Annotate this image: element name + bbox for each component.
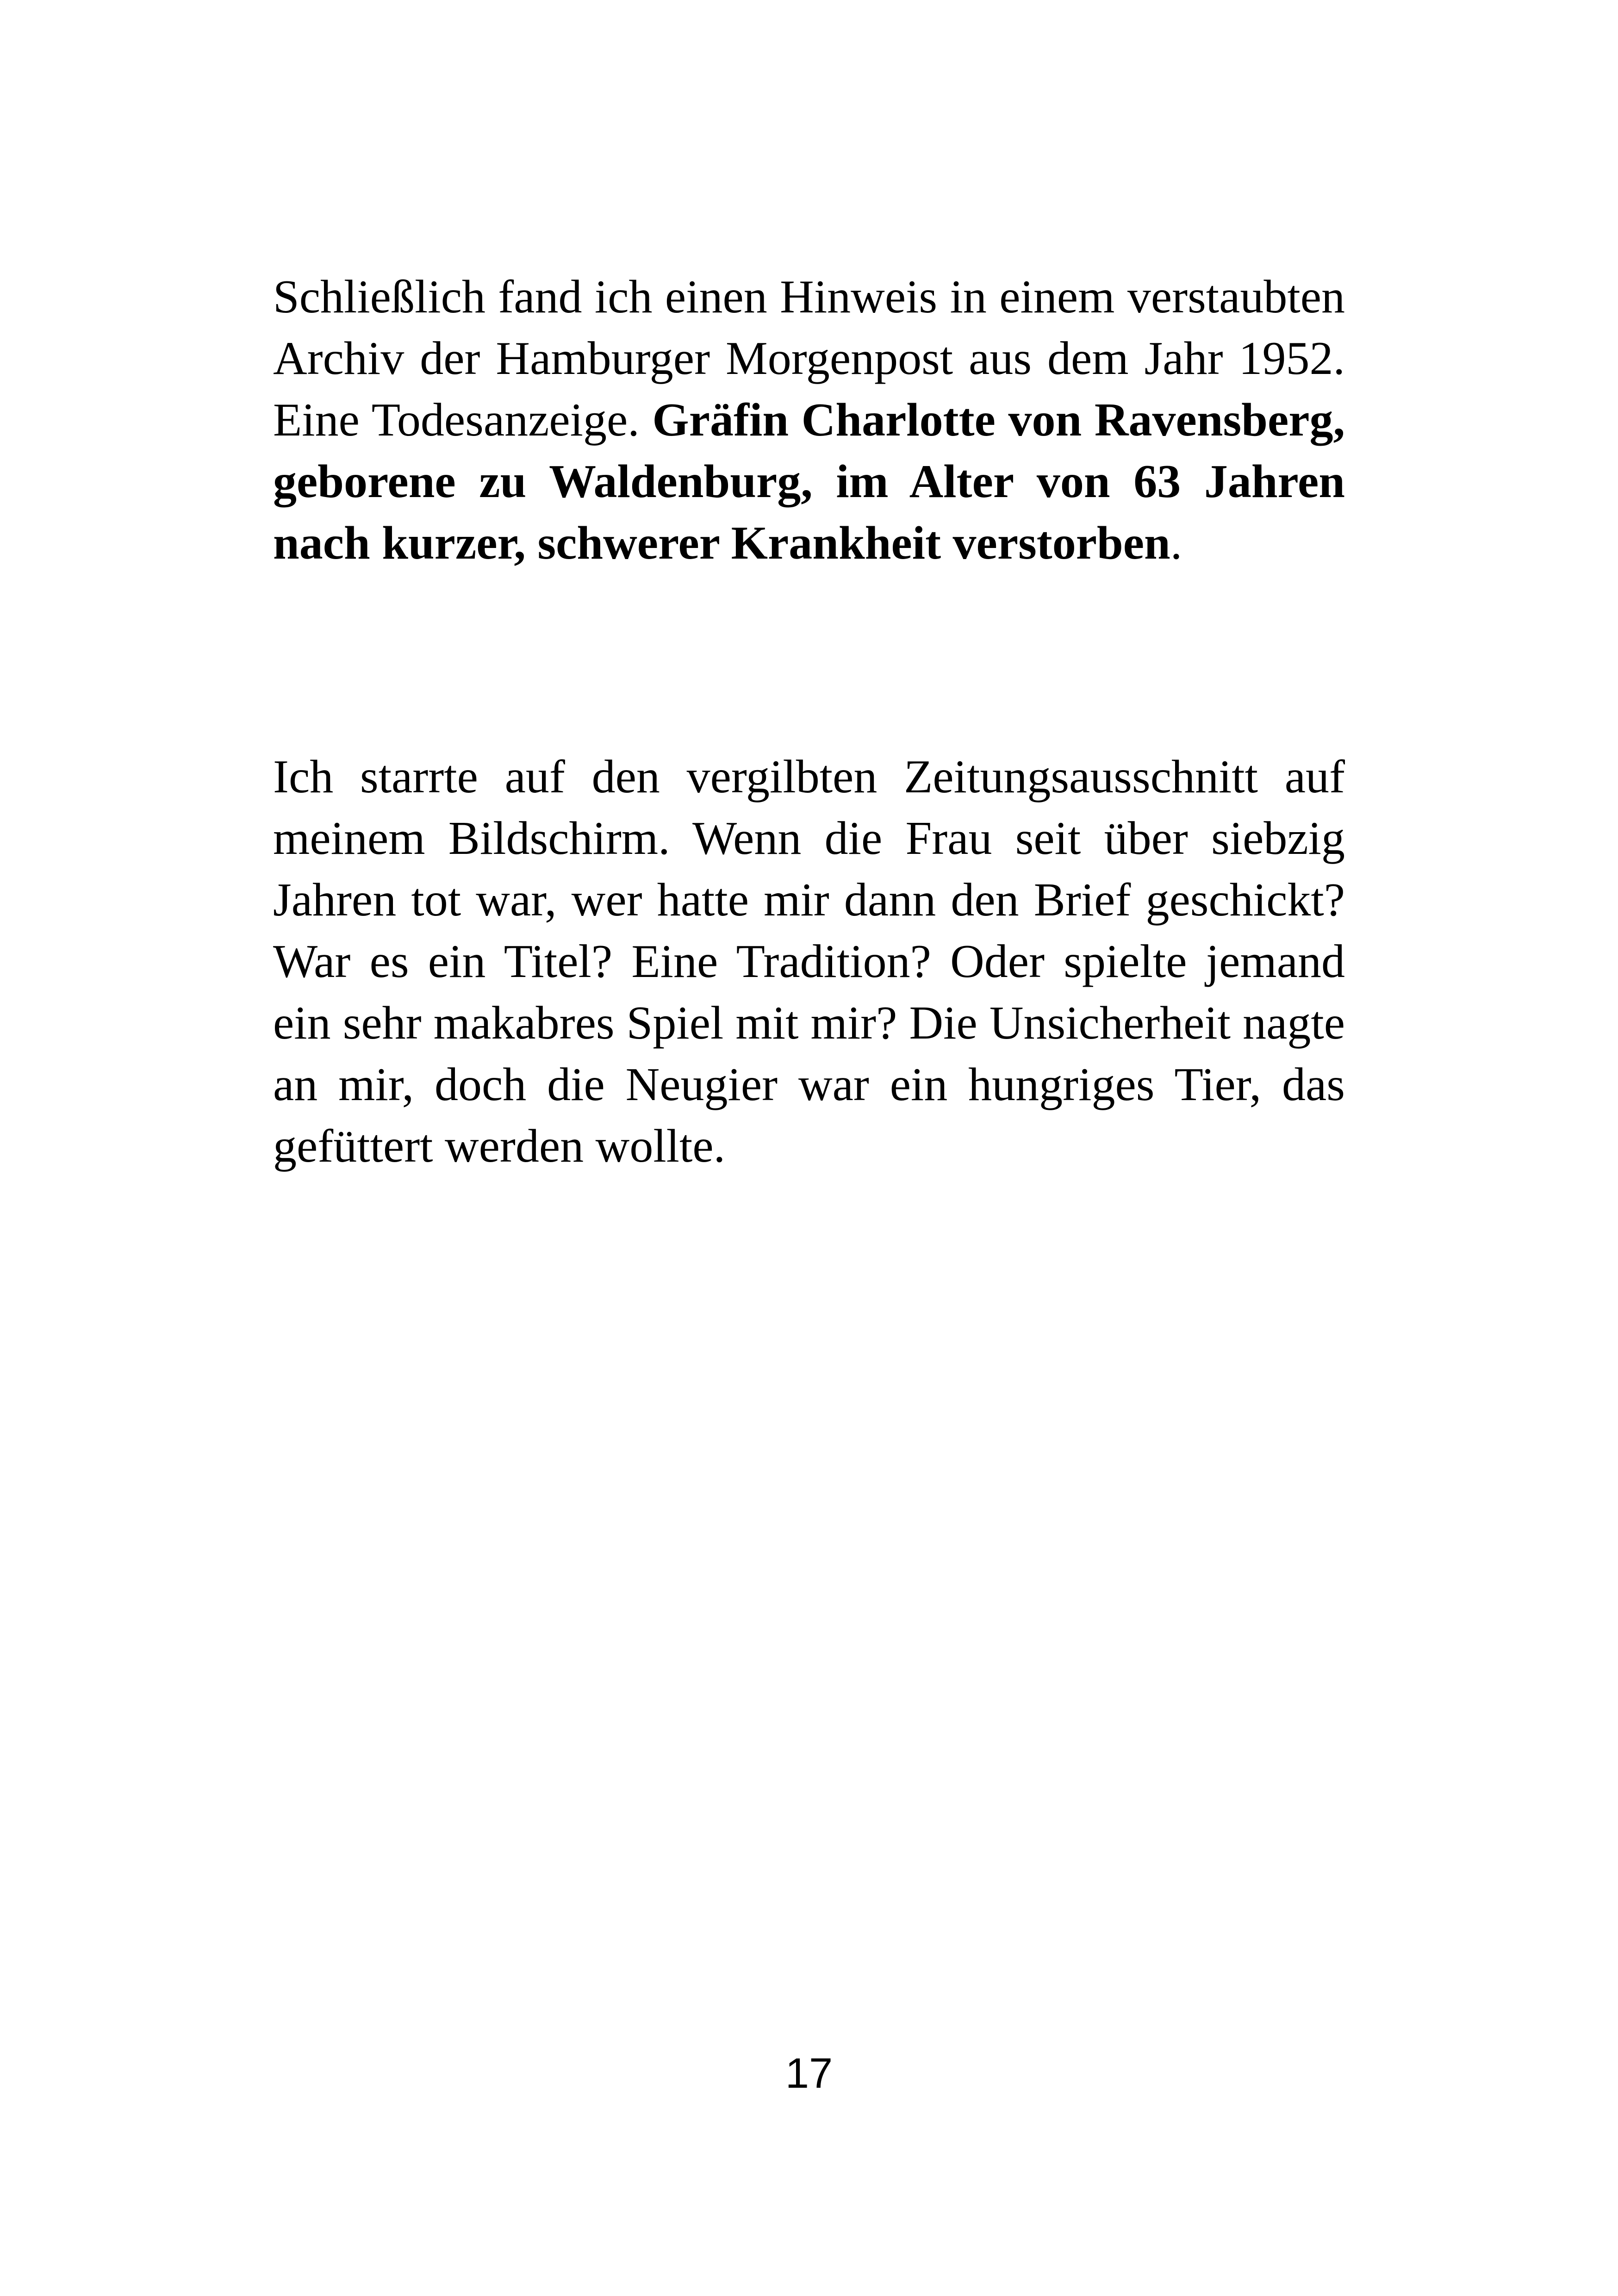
paragraph-intro-text: Schließlich fand ich einen Hinweis in einem verstaubten Archiv der Hamburger Morgenpost aus dem Jahr 1952. Eine Todesanzeige. [273, 271, 1345, 446]
obituary-bold-text: Gräfin Charlotte von Ravensberg, geborene zu Waldenburg, im Alter von 63 Jahren nach kurzer, schwerer Krankheit verstorben [273, 394, 1345, 569]
page-number: 17 [785, 2050, 833, 2097]
page-body [273, 266, 1345, 1177]
paragraph-archive-finding [273, 266, 1345, 574]
paragraph-reflection: Ich starrte auf den vergilbten Zeitungsausschnitt auf meinem Bildschirm. Wenn die Frau seit über siebzig Jahren tot war, wer hatte mir dann den Brief geschickt? War es ein Titel? Eine Tradition? Oder spielte jemand ein sehr makabres Spiel mit mir? Die Unsicherheit nagte an mir, doch die Neugier war ein hungriges Tier, das gefüttert werden wollte. [273, 751, 1345, 1172]
paragraph-end-punctuation: . [1170, 517, 1182, 569]
